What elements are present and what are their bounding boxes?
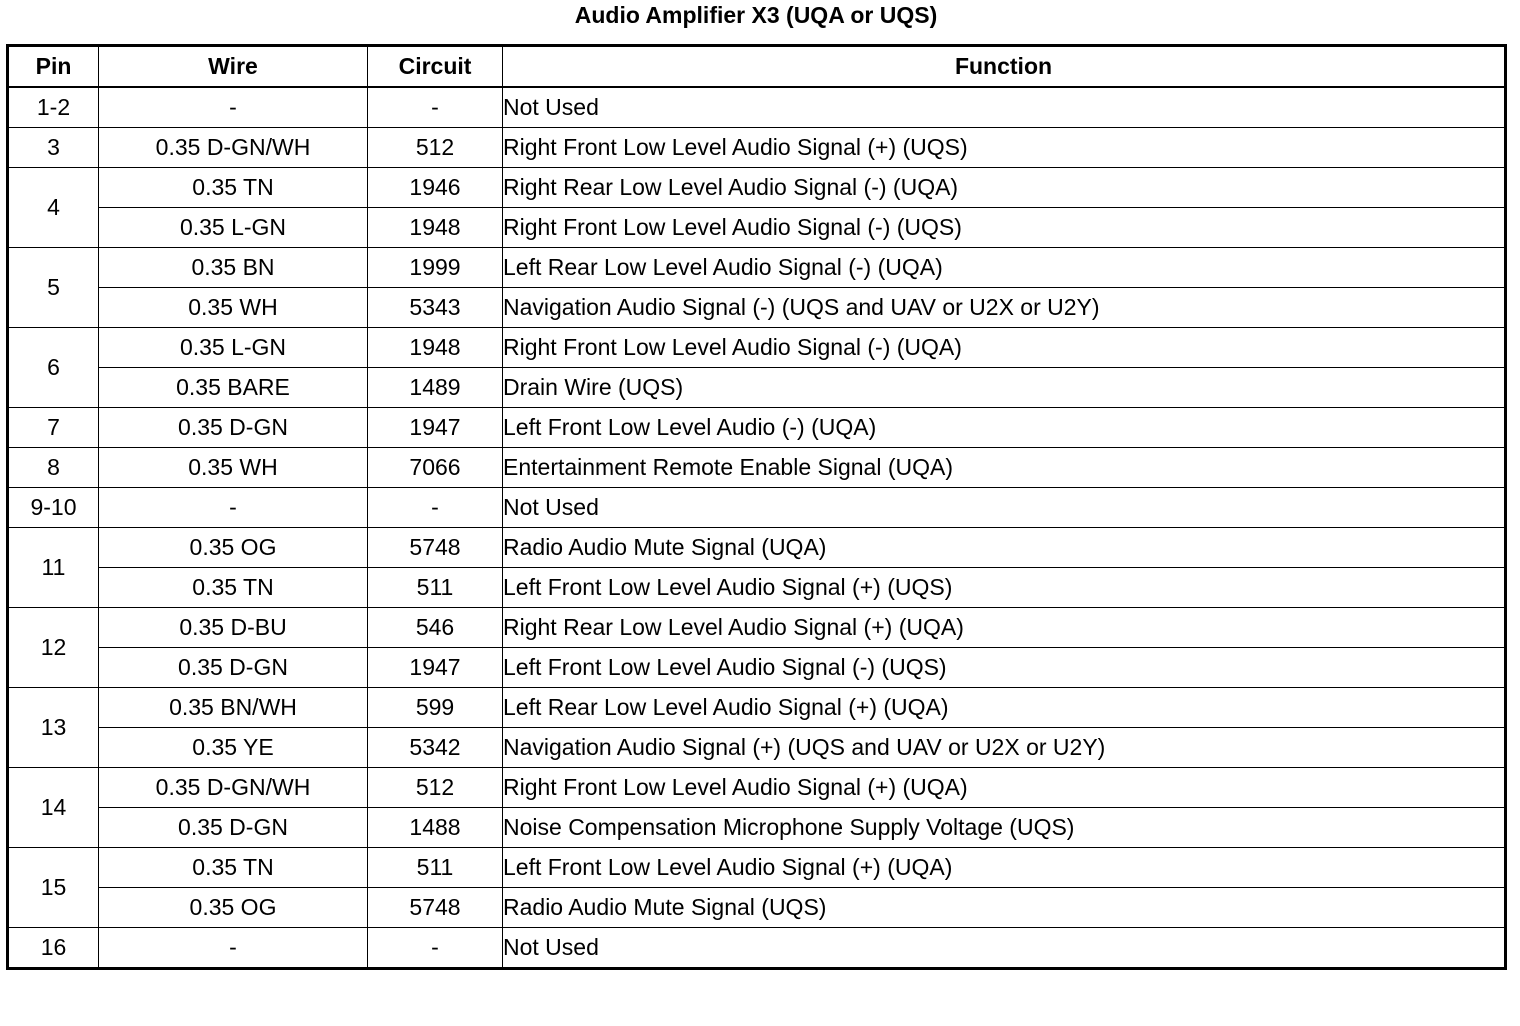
function-cell: Not Used (503, 928, 1506, 969)
table-row (8, 608, 1506, 648)
function-cell: Radio Audio Mute Signal (UQA) (503, 528, 1506, 568)
table-row (8, 408, 1506, 448)
table-row (8, 288, 1506, 328)
header-pin: Pin (8, 46, 99, 88)
table-row (8, 768, 1506, 808)
function-cell: Navigation Audio Signal (-) (UQS and UAV or U2X or U2Y) (503, 288, 1506, 328)
function-cell: Left Rear Low Level Audio Signal (+) (UQA) (503, 688, 1506, 728)
pin-cell: 6 (8, 328, 99, 408)
function-cell: Not Used (503, 87, 1506, 128)
header-wire: Wire (99, 46, 368, 88)
pin-cell: 4 (8, 168, 99, 248)
function-cell: Left Front Low Level Audio Signal (-) (UQS) (503, 648, 1506, 688)
circuit-cell: 599 (368, 688, 503, 728)
function-cell: Drain Wire (UQS) (503, 368, 1506, 408)
circuit-cell: - (368, 87, 503, 128)
circuit-cell: 1488 (368, 808, 503, 848)
header-function: Function (503, 46, 1506, 88)
table-row (8, 368, 1506, 408)
table-row (8, 248, 1506, 288)
pin-cell: 1-2 (8, 87, 99, 128)
wire-cell: 0.35 D-GN (99, 808, 368, 848)
wire-cell: 0.35 TN (99, 568, 368, 608)
table-row (8, 808, 1506, 848)
wire-cell: 0.35 L-GN (99, 328, 368, 368)
table-row (8, 648, 1506, 688)
circuit-cell: - (368, 488, 503, 528)
circuit-cell: 5342 (368, 728, 503, 768)
pin-cell: 16 (8, 928, 99, 969)
connector-pin-table (6, 44, 1507, 970)
function-cell: Right Rear Low Level Audio Signal (-) (UQA) (503, 168, 1506, 208)
circuit-cell: 7066 (368, 448, 503, 488)
table-row (8, 488, 1506, 528)
wire-cell: 0.35 OG (99, 888, 368, 928)
pin-cell: 8 (8, 448, 99, 488)
function-cell: Left Front Low Level Audio (-) (UQA) (503, 408, 1506, 448)
table-row (8, 87, 1506, 128)
wire-cell: - (99, 488, 368, 528)
circuit-cell: 1948 (368, 208, 503, 248)
function-cell: Right Rear Low Level Audio Signal (+) (UQA) (503, 608, 1506, 648)
table-row (8, 448, 1506, 488)
table-row (8, 848, 1506, 888)
function-cell: Not Used (503, 488, 1506, 528)
function-cell: Right Front Low Level Audio Signal (+) (UQA) (503, 768, 1506, 808)
function-cell: Noise Compensation Microphone Supply Voltage (UQS) (503, 808, 1506, 848)
function-cell: Right Front Low Level Audio Signal (-) (UQA) (503, 328, 1506, 368)
circuit-cell: 1946 (368, 168, 503, 208)
table-row (8, 528, 1506, 568)
table-row (8, 728, 1506, 768)
wire-cell: 0.35 WH (99, 288, 368, 328)
wire-cell: 0.35 D-GN/WH (99, 768, 368, 808)
function-cell: Right Front Low Level Audio Signal (-) (UQS) (503, 208, 1506, 248)
function-cell: Left Rear Low Level Audio Signal (-) (UQA) (503, 248, 1506, 288)
circuit-cell: 1999 (368, 248, 503, 288)
pin-cell: 7 (8, 408, 99, 448)
wire-cell: 0.35 YE (99, 728, 368, 768)
pin-cell: 15 (8, 848, 99, 928)
circuit-cell: 1948 (368, 328, 503, 368)
wire-cell: 0.35 L-GN (99, 208, 368, 248)
circuit-cell: 5748 (368, 528, 503, 568)
pin-cell: 12 (8, 608, 99, 688)
function-cell: Navigation Audio Signal (+) (UQS and UAV or U2X or U2Y) (503, 728, 1506, 768)
circuit-cell: 511 (368, 568, 503, 608)
circuit-cell: 512 (368, 128, 503, 168)
function-cell: Entertainment Remote Enable Signal (UQA) (503, 448, 1506, 488)
function-cell: Left Front Low Level Audio Signal (+) (UQA) (503, 848, 1506, 888)
wire-cell: 0.35 D-GN/WH (99, 128, 368, 168)
wire-cell: 0.35 TN (99, 848, 368, 888)
wire-cell: 0.35 D-BU (99, 608, 368, 648)
pin-cell: 9-10 (8, 488, 99, 528)
wire-cell: 0.35 BN (99, 248, 368, 288)
circuit-cell: 1947 (368, 408, 503, 448)
function-cell: Radio Audio Mute Signal (UQS) (503, 888, 1506, 928)
circuit-cell: 1489 (368, 368, 503, 408)
circuit-cell: 511 (368, 848, 503, 888)
table-row (8, 928, 1506, 969)
wire-cell: - (99, 928, 368, 969)
pin-cell: 5 (8, 248, 99, 328)
wire-cell: 0.35 D-GN (99, 648, 368, 688)
wire-cell: 0.35 TN (99, 168, 368, 208)
function-cell: Left Front Low Level Audio Signal (+) (UQS) (503, 568, 1506, 608)
wire-cell: 0.35 BARE (99, 368, 368, 408)
wire-cell: 0.35 D-GN (99, 408, 368, 448)
wire-cell: 0.35 WH (99, 448, 368, 488)
table-row (8, 688, 1506, 728)
table-row (8, 128, 1506, 168)
header-circuit: Circuit (368, 46, 503, 88)
circuit-cell: 546 (368, 608, 503, 648)
table-row (8, 208, 1506, 248)
wire-cell: 0.35 BN/WH (99, 688, 368, 728)
pin-cell: 3 (8, 128, 99, 168)
circuit-cell: 5343 (368, 288, 503, 328)
pin-cell: 13 (8, 688, 99, 768)
pin-cell: 14 (8, 768, 99, 848)
pin-cell: 11 (8, 528, 99, 608)
page-title: Audio Amplifier X3 (UQA or UQS) (574, 2, 938, 28)
circuit-cell: - (368, 928, 503, 969)
table-row (8, 168, 1506, 208)
circuit-cell: 5748 (368, 888, 503, 928)
wire-cell: - (99, 87, 368, 128)
table-header-row (8, 46, 1506, 88)
circuit-cell: 512 (368, 768, 503, 808)
table-row (8, 888, 1506, 928)
table-row (8, 568, 1506, 608)
table-row (8, 328, 1506, 368)
function-cell: Right Front Low Level Audio Signal (+) (UQS) (503, 128, 1506, 168)
wire-cell: 0.35 OG (99, 528, 368, 568)
circuit-cell: 1947 (368, 648, 503, 688)
